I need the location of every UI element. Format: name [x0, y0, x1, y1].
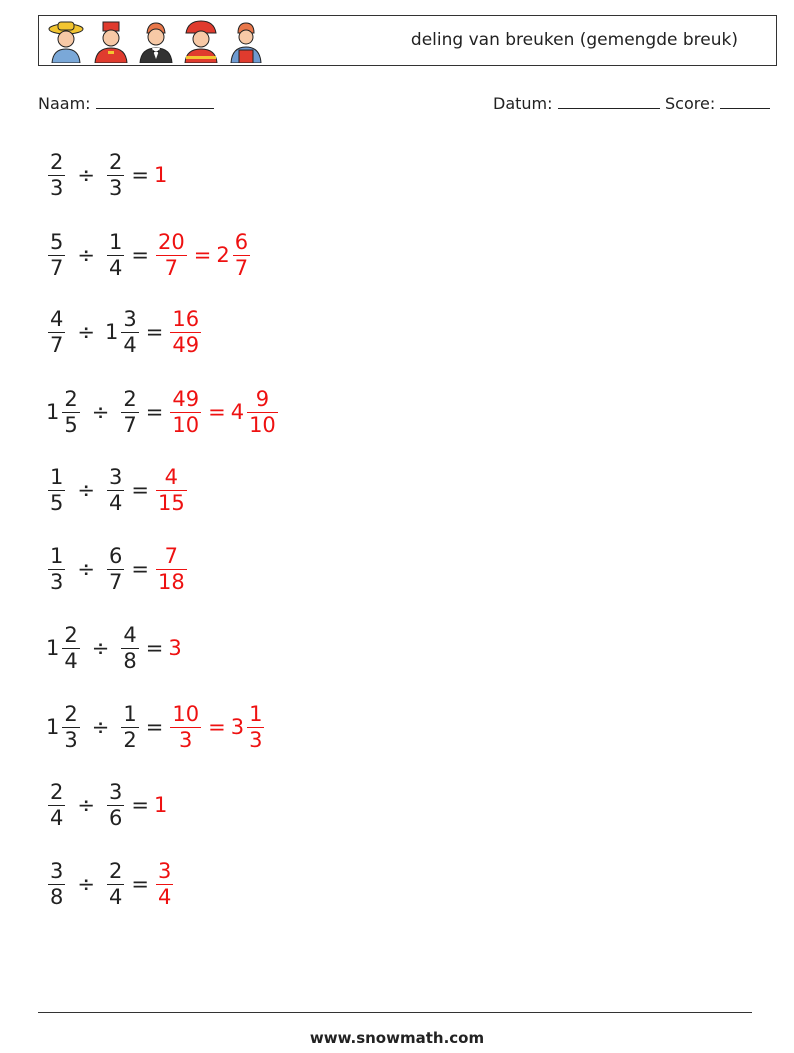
dividend-fraction	[48, 780, 65, 831]
divisor-fraction	[121, 387, 138, 438]
dividend-number	[46, 387, 82, 438]
answer-denominator: 18	[157, 569, 185, 594]
answer-mixed-number	[231, 387, 280, 438]
answer	[154, 793, 168, 817]
answer-mixed-number	[231, 702, 267, 753]
dividend-fraction	[48, 230, 65, 281]
answer	[154, 163, 168, 187]
worksheet-header	[38, 15, 777, 66]
divide-sign: ÷	[77, 478, 95, 502]
divisor-numerator: 3	[108, 779, 123, 804]
divisor-denominator: 3	[108, 175, 123, 200]
divisor-denominator: 8	[123, 648, 137, 673]
problem-row	[46, 460, 189, 520]
answer-number	[168, 702, 203, 753]
dividend-fraction	[48, 465, 65, 516]
divisor-numerator: 3	[108, 464, 123, 489]
dividend-fraction	[62, 387, 79, 438]
divisor-denominator: 7	[123, 412, 137, 437]
answer-number	[154, 793, 168, 817]
divide-sign: ÷	[77, 872, 95, 896]
answer-number	[168, 387, 203, 438]
name-label: Naam:	[38, 94, 91, 113]
dividend-numerator: 5	[50, 229, 64, 254]
answer	[168, 307, 203, 358]
equals-sign: =	[145, 715, 164, 739]
dividend-whole: 1	[46, 400, 60, 424]
answer-mixed-fraction	[247, 702, 264, 753]
divisor-denominator: 4	[108, 884, 123, 909]
answer-numerator: 7	[164, 543, 179, 568]
divide-sign: ÷	[77, 793, 95, 817]
answer-number	[154, 465, 189, 516]
answer	[168, 387, 279, 438]
answer-mixed-fraction	[247, 387, 278, 438]
answer-number	[154, 544, 189, 595]
equals-sign: =	[131, 793, 149, 817]
divide-sign: ÷	[91, 715, 110, 739]
divide-sign: ÷	[77, 163, 95, 187]
answer-numerator: 49	[172, 386, 200, 411]
dividend-number	[46, 307, 67, 358]
answer	[154, 465, 189, 516]
dividend-numerator: 2	[50, 779, 64, 804]
bellhop-avatar-icon	[90, 19, 132, 63]
divisor-number	[105, 465, 126, 516]
divisor-fraction	[107, 544, 124, 595]
answer-mixed-whole: 4	[230, 400, 245, 424]
dividend-fraction	[48, 859, 65, 910]
dividend-numerator: 2	[50, 149, 64, 174]
divisor-fraction	[107, 150, 124, 201]
answer-mixed-whole: 3	[230, 715, 245, 739]
divisor-numerator: 6	[108, 543, 123, 568]
answer-denominator: 7	[164, 255, 179, 280]
date-field[interactable]	[493, 94, 660, 113]
problem-row	[46, 145, 168, 205]
divisor-number	[119, 623, 140, 674]
footer-url: www.snowmath.com	[309, 1029, 485, 1047]
answer-denominator: 49	[172, 332, 200, 357]
answer-number	[154, 859, 175, 910]
divide-sign: ÷	[91, 636, 110, 660]
dividend-number	[46, 780, 67, 831]
dividend-numerator: 4	[50, 306, 64, 331]
dividend-number	[46, 544, 67, 595]
answer-equals-sign: =	[208, 400, 226, 424]
answer-mixed-fraction	[233, 230, 250, 281]
worker-avatar-icon	[225, 19, 267, 63]
divisor-number	[105, 230, 126, 281]
divide-sign: ÷	[91, 400, 110, 424]
equals-sign: =	[145, 320, 164, 344]
dividend-whole: 1	[46, 715, 60, 739]
problem-row	[46, 618, 183, 678]
answer-fraction	[156, 465, 187, 516]
dividend-denominator: 4	[50, 805, 64, 830]
divisor-fraction	[107, 465, 124, 516]
dividend-number	[46, 465, 67, 516]
answer-denominator: 15	[157, 490, 185, 515]
answer-number	[168, 636, 182, 660]
divide-sign: ÷	[77, 243, 95, 267]
answer-fraction	[170, 387, 201, 438]
problem-row	[46, 775, 168, 835]
answer-number	[154, 163, 168, 187]
answer	[168, 702, 266, 753]
answer-numerator: 3	[157, 858, 172, 883]
equals-sign: =	[131, 243, 149, 267]
divisor-numerator: 3	[123, 306, 137, 331]
answer-mixed-numerator: 1	[249, 701, 263, 726]
name-blank[interactable]	[96, 94, 214, 109]
waiter-avatar-icon	[135, 19, 177, 63]
worksheet-title: deling van breuken (gemengde breuk)	[410, 30, 738, 50]
answer	[154, 544, 189, 595]
answer-whole: 3	[168, 636, 182, 660]
answer-numerator: 16	[172, 306, 200, 331]
problem-row	[46, 225, 252, 285]
dividend-denominator: 8	[50, 884, 64, 909]
answer	[154, 859, 175, 910]
divisor-number	[105, 544, 126, 595]
farmer-avatar-icon	[45, 19, 87, 63]
equals-sign: =	[131, 163, 149, 187]
dividend-numerator: 1	[50, 543, 64, 568]
divisor-numerator: 2	[108, 858, 123, 883]
score-field[interactable]	[665, 94, 770, 113]
footer-divider	[38, 1012, 752, 1013]
problem-row	[46, 382, 280, 442]
divisor-denominator: 6	[108, 805, 123, 830]
answer-fraction	[156, 859, 173, 910]
answer-fraction	[170, 702, 201, 753]
answer-fraction	[156, 230, 187, 281]
divisor-denominator: 2	[123, 727, 137, 752]
equals-sign: =	[145, 636, 164, 660]
dividend-numerator: 2	[64, 622, 78, 647]
name-field[interactable]	[38, 94, 214, 113]
answer-fraction	[156, 544, 187, 595]
answer-numerator: 10	[172, 701, 200, 726]
answer-equals-sign: =	[193, 243, 212, 267]
divide-sign: ÷	[77, 320, 95, 344]
divisor-number	[105, 307, 141, 358]
divisor-numerator: 2	[108, 149, 123, 174]
divisor-numerator: 2	[123, 386, 137, 411]
divisor-numerator: 1	[108, 229, 123, 254]
score-blank[interactable]	[720, 94, 770, 109]
answer-number	[154, 230, 189, 281]
divisor-fraction	[107, 780, 124, 831]
date-blank[interactable]	[558, 94, 660, 109]
divisor-denominator: 4	[108, 255, 123, 280]
divisor-numerator: 4	[123, 622, 137, 647]
dividend-numerator: 3	[50, 858, 64, 883]
answer-mixed-number	[216, 230, 252, 281]
dividend-numerator: 2	[64, 386, 78, 411]
answer-denominator: 3	[179, 727, 193, 752]
answer-mixed-denominator: 7	[234, 255, 249, 280]
equals-sign: =	[131, 872, 149, 896]
dividend-denominator: 3	[50, 175, 64, 200]
answer-mixed-numerator: 9	[255, 386, 270, 411]
firefighter-avatar-icon	[180, 19, 222, 63]
problem-row	[46, 697, 266, 757]
divisor-denominator: 4	[108, 490, 123, 515]
dividend-denominator: 7	[50, 255, 64, 280]
dividend-number	[46, 623, 82, 674]
dividend-denominator: 5	[50, 490, 64, 515]
dividend-denominator: 5	[64, 412, 78, 437]
equals-sign: =	[145, 400, 164, 424]
answer-mixed-denominator: 10	[249, 412, 276, 437]
answer-whole: 1	[153, 793, 168, 817]
answer-whole: 1	[153, 163, 168, 187]
answer-numerator: 4	[164, 464, 179, 489]
dividend-denominator: 3	[50, 569, 64, 594]
dividend-numerator: 1	[50, 464, 64, 489]
score-label: Score:	[665, 94, 716, 113]
answer-equals-sign: =	[208, 715, 226, 739]
divisor-number	[105, 780, 126, 831]
divisor-number	[105, 150, 126, 201]
dividend-number	[46, 859, 67, 910]
equals-sign: =	[131, 557, 149, 581]
divisor-number	[119, 702, 140, 753]
divisor-fraction	[107, 230, 124, 281]
equals-sign: =	[131, 478, 149, 502]
divisor-fraction	[121, 623, 138, 674]
dividend-number	[46, 230, 67, 281]
problem-row	[46, 302, 203, 362]
problem-row	[46, 539, 189, 599]
answer-numerator: 20	[157, 229, 185, 254]
dividend-number	[46, 150, 67, 201]
divide-sign: ÷	[77, 557, 95, 581]
answer-denominator: 4	[157, 884, 172, 909]
answer-mixed-denominator: 3	[249, 727, 263, 752]
dividend-fraction	[48, 150, 65, 201]
dividend-denominator: 4	[64, 648, 78, 673]
divisor-numerator: 1	[123, 701, 137, 726]
dividend-fraction	[62, 623, 79, 674]
dividend-number	[46, 702, 82, 753]
dividend-numerator: 2	[64, 701, 78, 726]
date-label: Datum:	[493, 94, 553, 113]
dividend-whole: 1	[46, 636, 60, 660]
answer-fraction	[170, 307, 201, 358]
dividend-denominator: 3	[64, 727, 78, 752]
answer-mixed-whole: 2	[216, 243, 230, 267]
divisor-number	[105, 859, 126, 910]
dividend-denominator: 7	[50, 332, 64, 357]
answer-mixed-numerator: 6	[234, 229, 249, 254]
answer-denominator: 10	[172, 412, 200, 437]
divisor-fraction	[107, 859, 124, 910]
avatar-row	[45, 19, 267, 63]
divisor-number	[119, 387, 140, 438]
divisor-denominator: 4	[123, 332, 137, 357]
answer-number	[168, 307, 203, 358]
problem-row	[46, 854, 175, 914]
answer	[154, 230, 252, 281]
dividend-fraction	[48, 544, 65, 595]
dividend-fraction	[62, 702, 79, 753]
divisor-whole: 1	[104, 320, 119, 344]
divisor-fraction	[121, 702, 138, 753]
divisor-fraction	[121, 307, 138, 358]
answer	[168, 636, 182, 660]
dividend-fraction	[48, 307, 65, 358]
divisor-denominator: 7	[108, 569, 123, 594]
